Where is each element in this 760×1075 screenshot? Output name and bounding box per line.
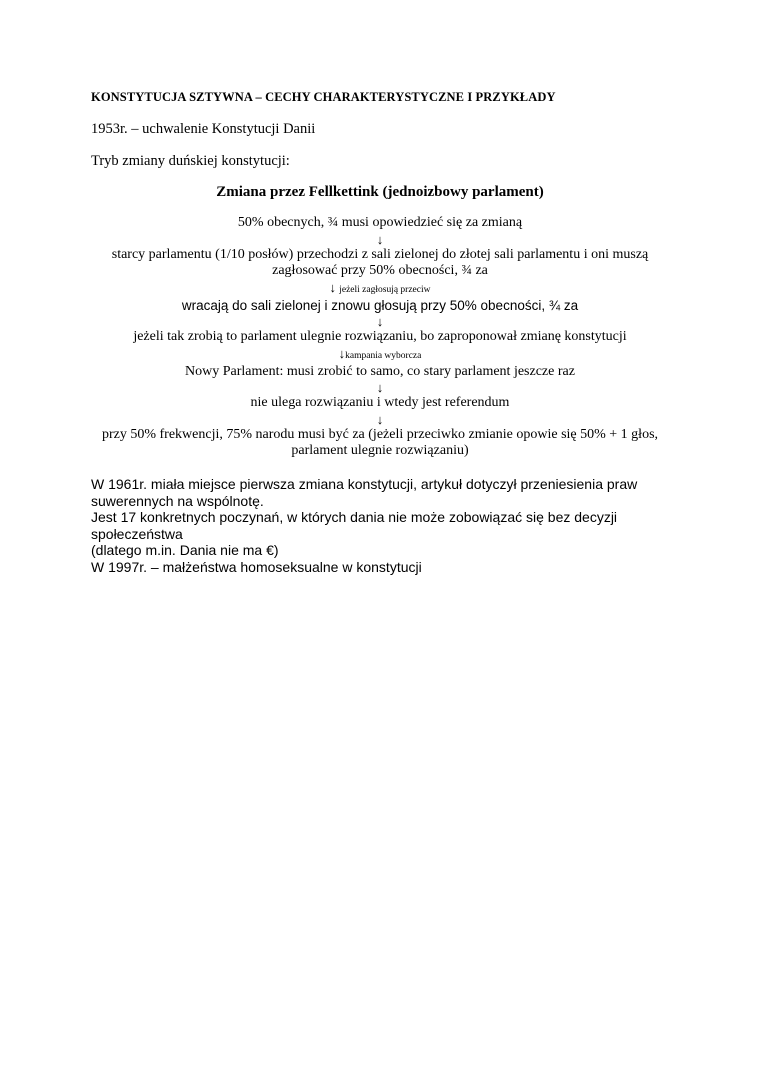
paragraph-3: W 1997r. – małżeństwa homoseksualne w konstytucji <box>91 558 422 575</box>
procedure-intro: Tryb zmiany duńskiej konstytucji: <box>91 153 290 169</box>
down-arrow-icon: ↓ <box>329 279 336 295</box>
down-arrow-icon: ↓ <box>376 380 384 395</box>
paragraph-2-line-1: Jest 17 konkretnych poczynań, w których dania nie może zobowiązać się bez decyzji społeczeństwa <box>91 509 618 542</box>
flow-step-4: jeżeli tak zrobią to parlament ulegnie rozwiązaniu, bo zaproponował zmianę konstytucji <box>133 329 627 344</box>
flow-arrow-note-1 <box>80 280 680 298</box>
flow-title: Zmiana przez Fellkettink (jednoizbowy parlament) <box>216 184 544 200</box>
flow-step-2: starcy parlamentu (1/10 posłów) przechodzi z sali zielonej do złotej sali parlamentu i oni muszą <box>111 246 649 262</box>
paragraph-1-line-1: W 1961r. miała miejsce pierwsza zmiana konstytucji, artykuł dotyczył przeniesienia praw <box>91 476 638 492</box>
flow-step-1: 50% obecnych, ¾ musi opowiedzieć się za zmianą <box>237 215 523 230</box>
flow-step-2-cont: zagłosować przy 50% obecności, ¾ za <box>272 263 488 278</box>
down-arrow-icon: ↓ <box>376 314 384 329</box>
flow-step-7: przy 50% frekwencji, 75% narodu musi być za (jeżeli przeciwko zmianie opowie się 50% + 1 głos, <box>101 426 659 442</box>
down-arrow-icon: ↓ <box>338 345 346 361</box>
down-arrow-icon: ↓ <box>376 411 384 427</box>
adoption-line: 1953r. – uchwalenie Konstytucji Danii <box>91 121 316 137</box>
amendment-flow <box>80 182 680 460</box>
flow-step-6: nie ulega rozwiązaniu i wtedy jest referendum <box>250 395 510 410</box>
flow-step-7-cont: parlament ulegnie rozwiązaniu) <box>291 443 469 458</box>
flow-arrow-note-2 <box>80 346 680 364</box>
flow-step-5: Nowy Parlament: musi zrobić to samo, co stary parlament jeszcze raz <box>185 363 575 379</box>
arrow-note-label: jeżeli zagłosują przeciw <box>339 284 431 295</box>
down-arrow-icon: ↓ <box>376 231 384 247</box>
paragraph-1-line-2: suwerennych na wspólnotę. <box>91 492 264 509</box>
flow-step-3: wracają do sali zielonej i znowu głosują przy 50% obecności, ¾ za <box>181 297 579 313</box>
document-heading: KONSTYTUCJA SZTYWNA – CECHY CHARAKTERYSTYCZNE I PRZYKŁADY <box>91 90 556 104</box>
notes-paragraphs <box>91 476 671 575</box>
paragraph-2-line-2: (dlatego m.in. Dania nie ma €) <box>91 542 279 558</box>
arrow-note-label: kampania wyborcza <box>345 350 422 361</box>
